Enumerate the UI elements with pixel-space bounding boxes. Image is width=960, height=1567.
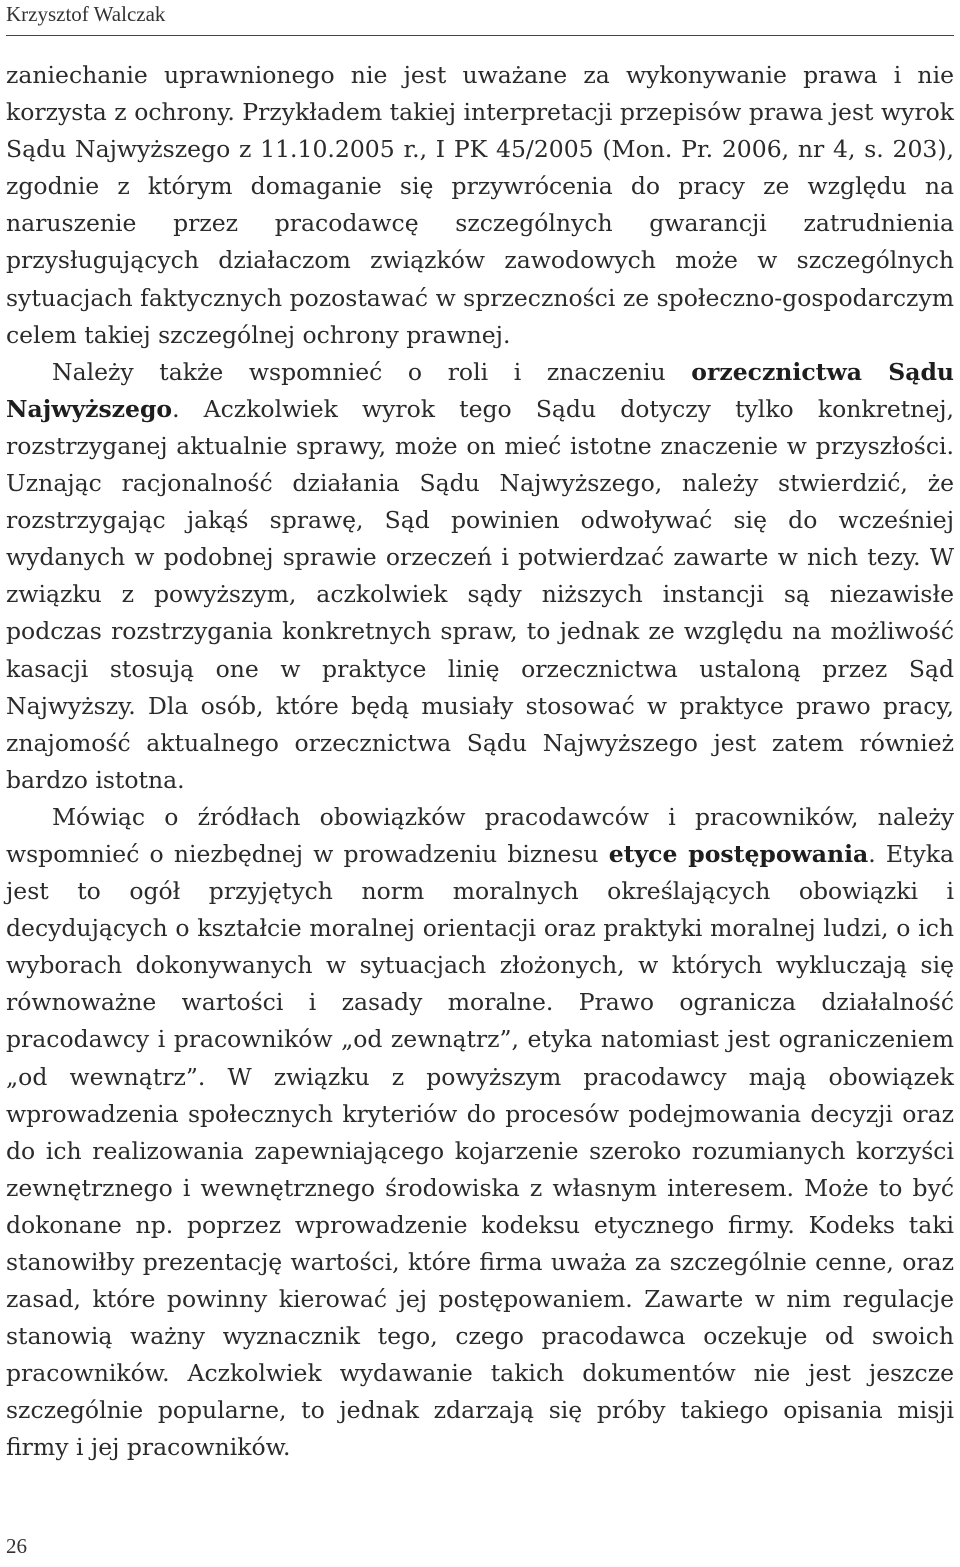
paragraph-1 xyxy=(6,57,954,354)
paragraph-1-text: zaniechanie uprawnionego nie jest uważane za wykonywanie prawa i nie korzysta z ochrony. Przykładem takiej interpretacji przepisów prawa jest wyrok Sądu Najwyższego z 11.10.2005 r., I PK 45/2005 (Mon. Pr. 2006, nr 4, s. 203), zgodnie z którym domaganie się przywrócenia do pracy ze względu na naruszenie przez pracodawcę szczególnych gwarancji zatrudnienia przysługujących działaczom związków zawodowych może w szczególnych sytuacjach faktycznych pozostawać w sprzeczności ze społeczno-gospodarczym celem takiej szczególnej ochrony prawnej. xyxy=(6,61,954,349)
paragraph-3-bold-term: etyce postępowania xyxy=(608,839,869,868)
paragraph-3 xyxy=(6,799,954,1467)
running-head-author: Krzysztof Walczak xyxy=(6,2,166,26)
paragraph-2-text-b: . Aczkolwiek wyrok tego Sądu dotyczy tylko konkretnej, rozstrzyganej aktualnie sprawy, może on mieć istotne znaczenie w przyszłości. Uznając racjonalność działania Sądu Najwyższego, należy stwierdzić, że rozstrzygając jakąś sprawę, Sąd powinien odwoływać się do wcześniej wydanych w podobnej sprawie orzeczeń i potwierdzać zawarte w nich tezy. W związku z powyższym, aczkolwiek sądy niższych instancji są niezawisłe podczas rozstrzygania konkretnych spraw, to jednak ze względu na możliwość kasacji stosują one w praktyce linię orzecznictwa ustaloną przez Sąd Najwyższy. Dla osób, które będą musiały stosować w praktyce prawo pracy, znajomość aktualnego orzecznictwa Sądu Najwyższego jest zatem również bardzo istotna. xyxy=(6,394,954,794)
paragraph-2 xyxy=(6,354,954,799)
header-rule xyxy=(6,35,954,36)
paragraph-3-text-a: Mówiąc o źródłach obowiązków pracodawców i pracowników, należy wspomnieć o niezbędnej w prowadzeniu biznesu xyxy=(6,802,954,868)
paragraph-3-text-b: . Etyka jest to ogół przyjętych norm moralnych określających obowiązki i decydujących o kształcie moralnej orientacji oraz praktyki moralnej ludzi, o ich wyborach dokonywanych w sytuacjach złożonych, w których wykluczają się równoważne wartości i zasady moralne. Prawo ogranicza działalność pracodawcy i pracowników „od zewnątrz”, etyka natomiast jest ograniczeniem „od wewnątrz”. W związku z powyższym pracodawcy mają obowiązek wprowadzenia społecznych kryteriów do procesów podejmowania decyzji oraz do ich realizowania zapewniającego kojarzenie szeroko rozumianych korzyści zewnętrznego i wewnętrznego środowiska z własnym interesem. Może to być dokonane np. poprzez wprowadzenie kodeksu etycznego firmy. Kodeks taki stanowiłby prezentację wartości, które firma uważa za szczególnie cenne, oraz zasad, które powinny kierować jej postępowaniem. Zawarte w nim regulacje stanowią ważny wyznacznik tego, czego pracodawca oczekuje od swoich pracowników. Aczkolwiek wydawanie takich dokumentów nie jest jeszcze szczególnie popularne, to jednak zdarzają się próby takiego opisania misji firmy i jej pracowników. xyxy=(6,839,954,1462)
body-text xyxy=(6,57,954,1467)
page-number: 26 xyxy=(6,1534,27,1558)
paragraph-2-text-a: Należy także wspomnieć o roli i znaczeniu xyxy=(52,357,692,386)
paragraph-2-bold-term: orzecznictwa Sądu Najwyższego xyxy=(6,357,954,423)
